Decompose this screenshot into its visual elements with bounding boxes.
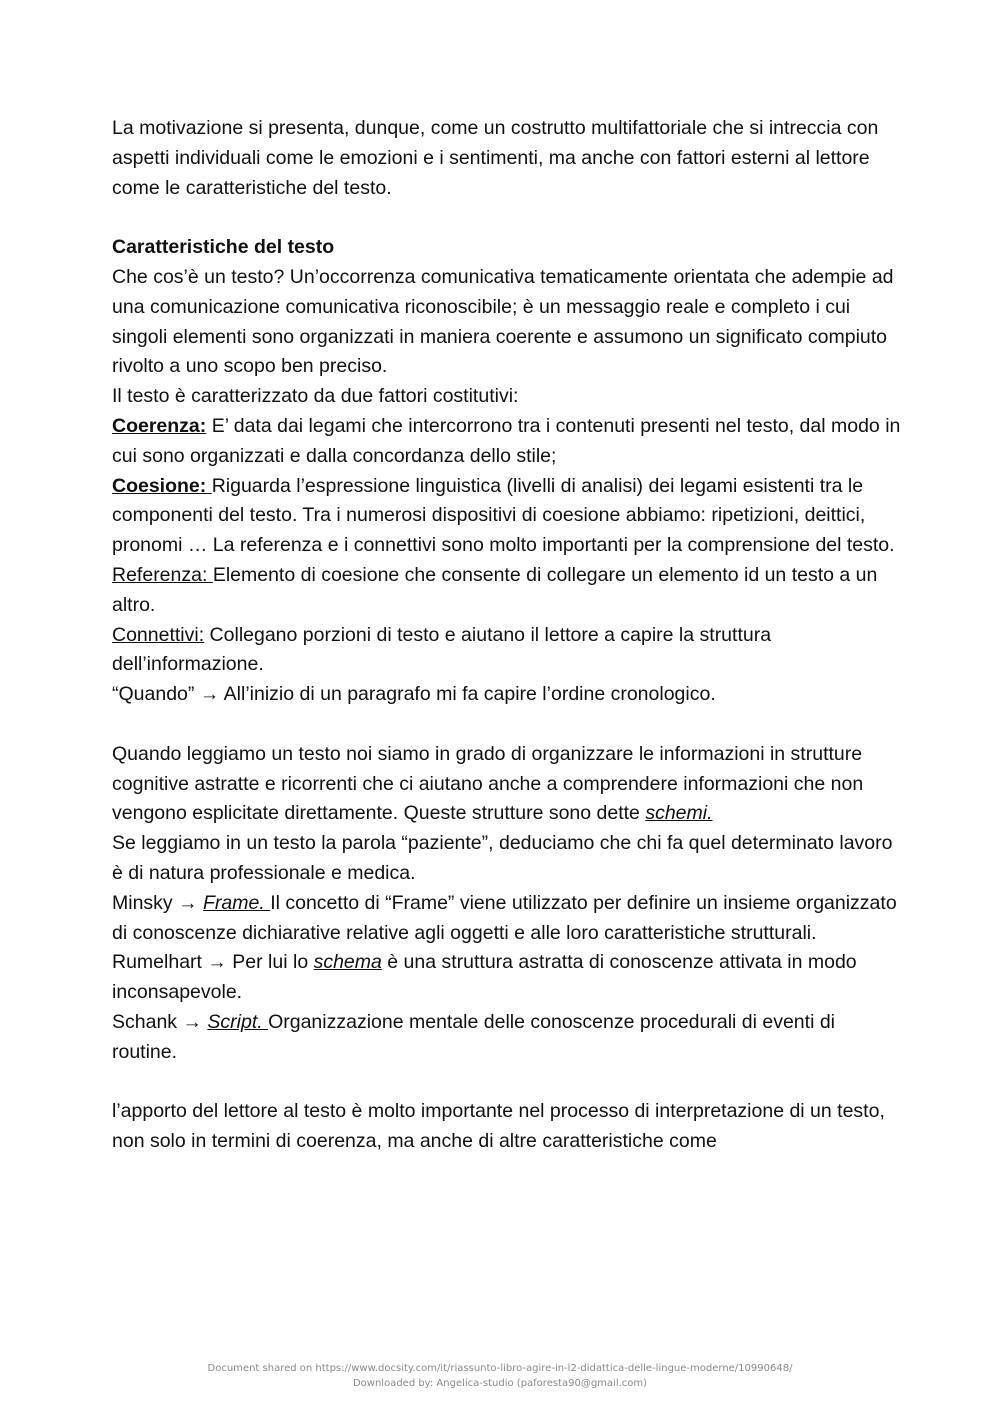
footer-downloaded-by: Downloaded by: Angelica-studio (paforesta90@gmail.com) bbox=[352, 1378, 648, 1389]
minsky-paragraph bbox=[112, 889, 902, 949]
right-arrow-icon: → bbox=[182, 1010, 202, 1033]
intro-paragraph: La motivazione si presenta, dunque, come un costrutto multifattoriale che si intreccia con aspetti individuali come le emozioni e i sentimenti, ma anche con fattori esterni al lettore come le caratteristiche del testo. bbox=[112, 117, 879, 199]
schemi-text: Quando leggiamo un testo noi siamo in grado di organizzare le informazioni in strutture cognitive astratte e ricorrenti che ci aiutano anche a comprendere informazioni che non vengono esplicitate direttamente. Queste strutture sono dette bbox=[112, 742, 864, 825]
minsky-term: Frame. bbox=[203, 891, 271, 914]
coesione-paragraph bbox=[112, 472, 902, 561]
coesione-label: Coesione: bbox=[112, 474, 212, 497]
connettivi-paragraph bbox=[112, 621, 902, 681]
closing-paragraph: l’apporto del lettore al testo è molto importante nel processo di interpretazione di un testo, non solo in termini di coerenza, ma anche di altre caratteristiche come bbox=[112, 1100, 885, 1153]
rumelhart-name: Rumelhart bbox=[112, 951, 208, 974]
coerenza-text: E’ data dai legami che intercorrono tra i contenuti presenti nel testo, dal modo in cui sono organizzati e dalla concordanza dello stile; bbox=[112, 414, 901, 467]
right-arrow-icon: → bbox=[178, 891, 198, 914]
right-arrow-icon: → bbox=[207, 951, 227, 974]
quando-word: “Quando” bbox=[112, 683, 200, 706]
section-heading: Caratteristiche del testo bbox=[112, 236, 335, 259]
referenza-text: Elemento di coesione che consente di collegare un elemento id un testo a un altro. bbox=[112, 563, 878, 616]
schank-text: Organizzazione mentale delle conoscenze procedurali di eventi di routine. bbox=[112, 1010, 835, 1063]
schank-name: Schank bbox=[112, 1010, 183, 1033]
rumelhart-paragraph bbox=[112, 948, 902, 1008]
referenza-paragraph bbox=[112, 561, 902, 621]
schemi-paragraph bbox=[112, 740, 902, 829]
connettivi-text: Collegano porzioni di testo e aiutano il lettore a capire la struttura dell’informazione. bbox=[112, 623, 772, 676]
quando-text: All’inizio di un paragrafo mi fa capire l’ordine cronologico. bbox=[219, 683, 716, 706]
coesione-text: Riguarda l’espressione linguistica (livelli di analisi) dei legami esistenti tra le componenti del testo. Tra i numerosi dispositivi di coesione abbiamo: ripetizioni, deittici, pronomi … La referenza e i connettivi sono molto importanti per la comprensione del testo. bbox=[112, 474, 895, 557]
factors-intro-line: Il testo è caratterizzato da due fattori costitutivi: bbox=[112, 385, 519, 408]
coerenza-label: Coerenza: bbox=[112, 414, 207, 437]
schank-term: Script. bbox=[207, 1010, 269, 1033]
minsky-text: Il concetto di “Frame” viene utilizzato per definire un insieme organizzato di conoscenze dichiarative relative agli oggetti e alle loro caratteristiche strutturali. bbox=[112, 891, 897, 944]
paragraph-spacer bbox=[112, 710, 902, 740]
schemi-term: schemi. bbox=[645, 802, 713, 825]
schank-paragraph bbox=[112, 1008, 902, 1068]
document-body bbox=[112, 114, 902, 1157]
connettivi-label: Connettivi: bbox=[112, 623, 205, 646]
rumelhart-term: schema bbox=[313, 951, 382, 974]
footer-shared-link[interactable]: Document shared on https://www.docsity.com/it/riassunto-libro-agire-in-l2-didattica-delle-lingue-moderne/10990648/ bbox=[207, 1363, 793, 1374]
referenza-label: Referenza: bbox=[112, 563, 213, 586]
coerenza-paragraph bbox=[112, 412, 902, 472]
paragraph-spacer bbox=[112, 1068, 902, 1098]
paragraph-spacer bbox=[112, 203, 902, 233]
quando-paragraph bbox=[112, 680, 902, 710]
page-footer bbox=[0, 1361, 1000, 1391]
minsky-name: Minsky bbox=[112, 891, 179, 914]
paziente-paragraph: Se leggiamo in un testo la parola “paziente”, deduciamo che chi fa quel determinato lavoro è di natura professionale e medica. bbox=[112, 832, 893, 884]
rumelhart-pre: Per lui lo bbox=[226, 951, 314, 974]
rumelhart-text: è una struttura astratta di conoscenze attivata in modo inconsapevole. bbox=[112, 951, 857, 1004]
right-arrow-icon: → bbox=[199, 683, 220, 706]
text-definition-paragraph: Che cos’è un testo? Un’occorrenza comunicativa tematicamente orientata che adempie ad una comunicazione comunicativa riconoscibile; è un messaggio reale e completo i cui singoli elementi sono organizzati in maniera coerente e assumono un significato compiuto rivolto a uno scopo ben preciso. bbox=[112, 265, 894, 378]
